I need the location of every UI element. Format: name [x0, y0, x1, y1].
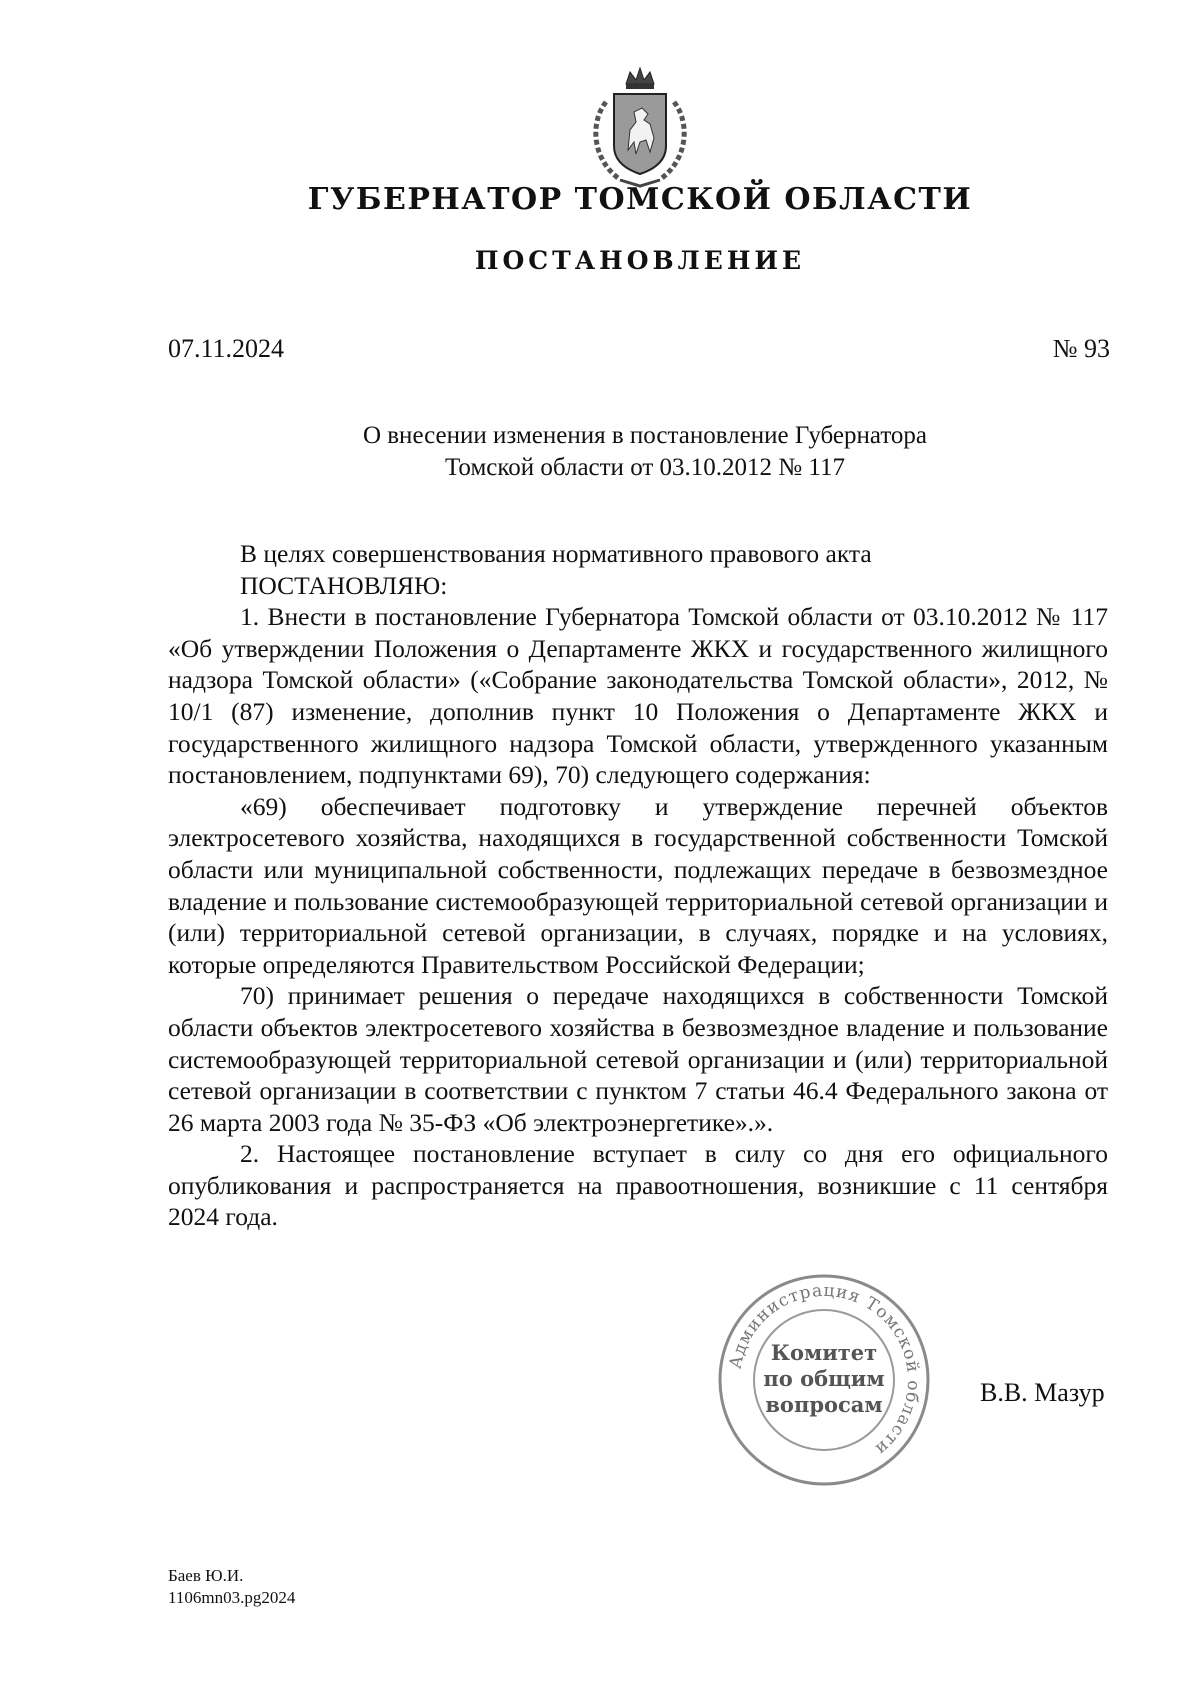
paragraph-1: 1. Внести в постановление Губернатора Томской области от 03.10.2012 № 117 «Об утверждении Положения о Департаменте ЖКХ и государственного жилищного надзора Томской области» («Собрание законодательства Томской области», 2012, № 10/1 (87) изменение, дополнив пункт 10 Положения о Департаменте ЖКХ и государственного жилищного надзора Томской области, утвержденного указанным постановлением, подпунктами 69), 70) следующего содержания:: [168, 602, 1108, 790]
subject-line: Томской области от 03.10.2012 № 117: [445, 454, 845, 481]
document-number: № 93: [1052, 334, 1110, 363]
subject-line: О внесении изменения в постановление Губернатора: [362, 422, 928, 449]
coat-of-arms-icon: [584, 62, 696, 190]
signer-name: В.В. Мазур: [980, 1378, 1105, 1407]
document-type: ПОСТАНОВЛЕНИЕ: [474, 246, 806, 275]
subparagraph-70: 70) принимает решения о передаче находящихся в собственности Томской области объектов электросетевого хозяйства в безвозмездное владение и пользование системообразующей территориальной сетевой организации и (или) территориальной сетевой организации в соответствии с пунктом 7 статьи 46.4 Федерального закона от 26 марта 2003 года № 35-ФЗ «Об электроэнергетике».».: [168, 981, 1108, 1137]
document-subject: [320, 420, 970, 484]
paragraph-2: 2. Настоящее постановление вступает в силу со дня его официального опубликования и распространяется на правоотношения, возникшие с 11 сентября 2024 года.: [168, 1139, 1108, 1232]
executor-name: Баев Ю.И.: [168, 1566, 244, 1585]
decree-word: ПОСТАНОВЛЯЮ:: [240, 570, 448, 600]
stamp-line: вопросам: [765, 1392, 883, 1417]
stamp-ring-text: Администрация Томской области: [725, 1280, 924, 1460]
authority-title: ГУБЕРНАТОР ТОМСКОЙ ОБЛАСТИ: [307, 182, 973, 217]
executor-code: 1106mn03.pg2024: [168, 1588, 296, 1607]
official-stamp: [716, 1272, 932, 1488]
document-date: 07.11.2024: [168, 334, 285, 363]
subparagraph-69: «69) обеспечивает подготовку и утверждение перечней объектов электросетевого хозяйства, находящихся в государственной собственности Томской области или муниципальной собственности, подлежащих передаче в безвозмездное владение и пользование системообразующей территориальной сетевой организации и (или) территориальной сетевой организации, в случаях, порядке и на условиях, которые определяются Правительством Российской Федерации;: [168, 791, 1108, 979]
executor-block: [168, 1565, 295, 1609]
intro-paragraph: В целях совершенствования нормативного правового акта: [240, 539, 872, 568]
document-body: [168, 538, 1108, 1233]
stamp-line: по общим: [763, 1366, 885, 1391]
stamp-line: Комитет: [770, 1340, 878, 1365]
